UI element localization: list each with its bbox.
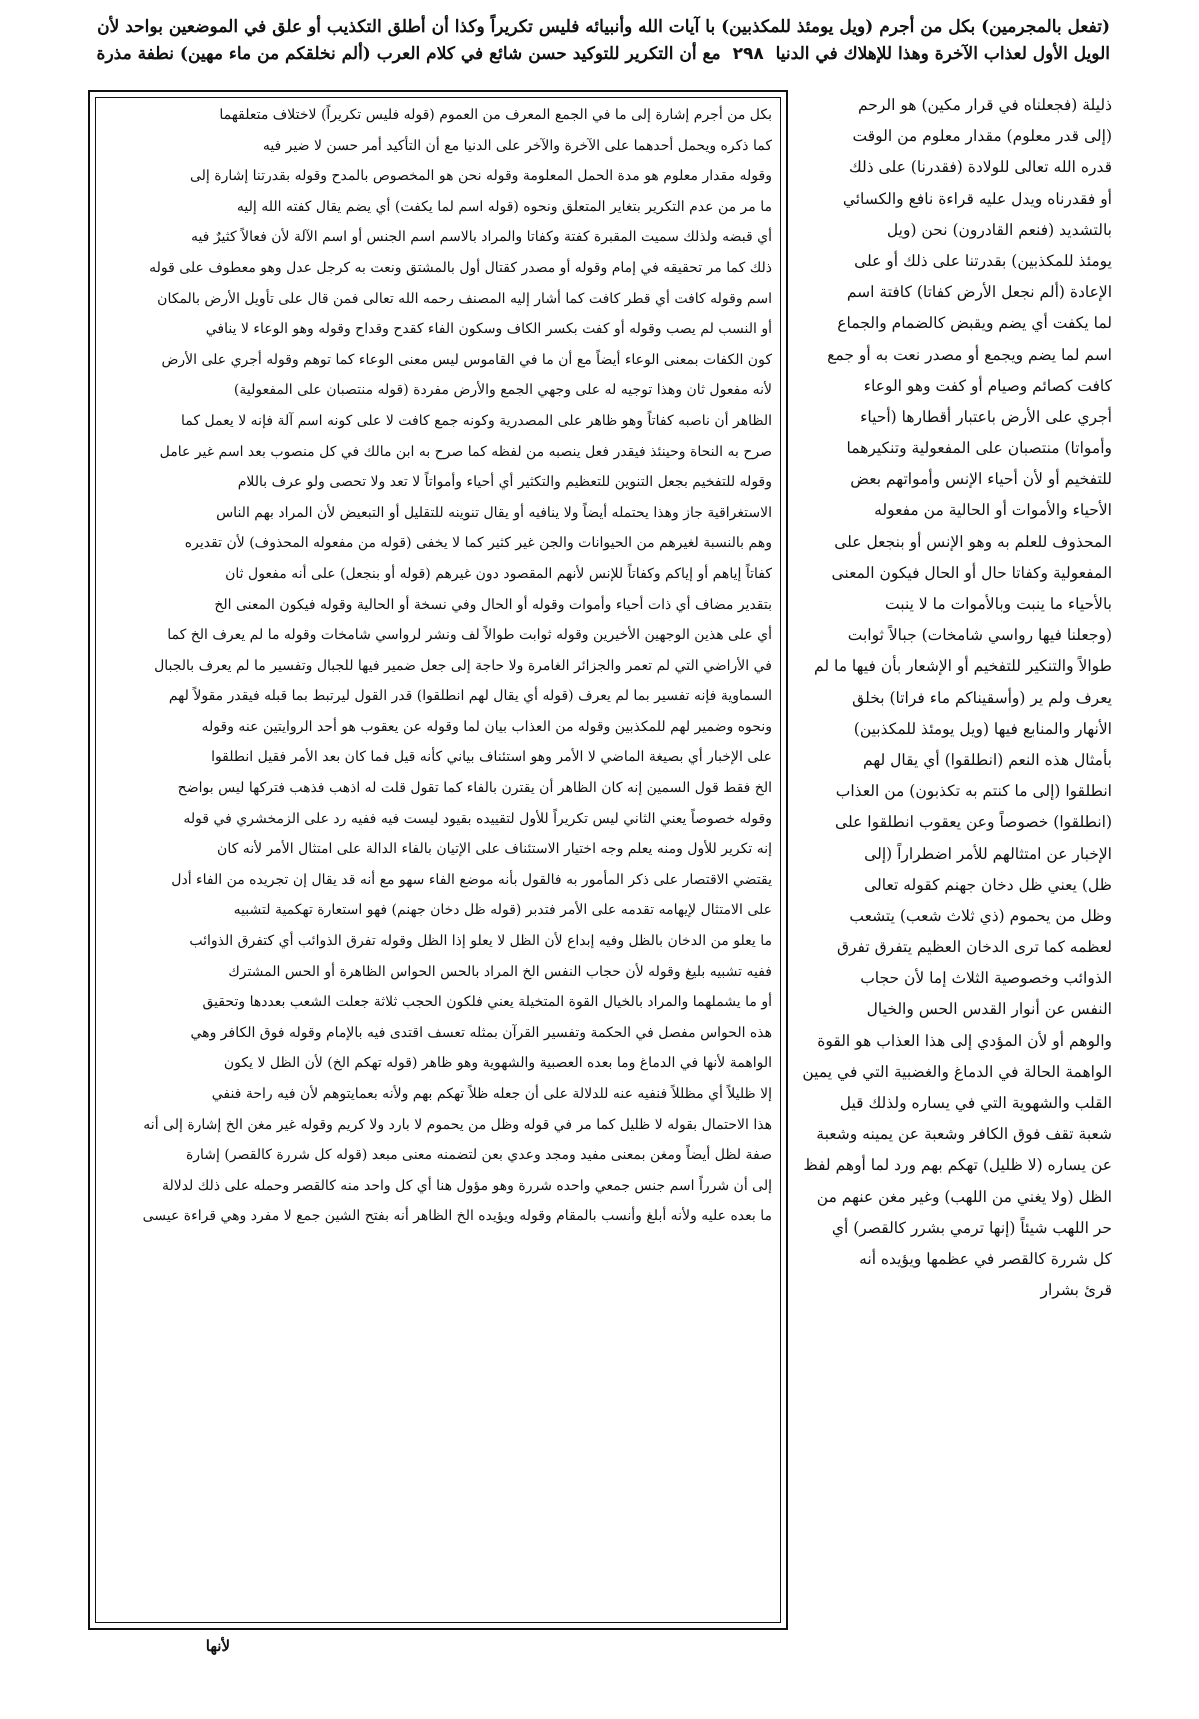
main-text-line: الإخبار عن امتثالهم للأمر اضطراراً (إلى — [864, 844, 1112, 863]
main-text-line: (انطلقوا) خصوصاً وعن يعقوب انطلقوا على — [835, 813, 1112, 832]
gloss-text-line: صفة لظل أيضاً ومغن بمعنى مفيد ومجد وعدي بعن لتضمنه معنى مبعد (قوله كل شررة كالقصر) إشارة — [185, 1147, 772, 1164]
header-text: الويل الأول لعذاب الآخرة وهذا للإهلاك في الدنيا — [775, 44, 1110, 64]
main-text-line: كافت كصائم وصيام أو كفت وهو الوعاء — [863, 376, 1112, 395]
main-text-line: قرئ بشرار — [1040, 1281, 1112, 1300]
gloss-text-line: بكل من أجرم إشارة إلى ما في الجمع المعرف من العموم (قوله فليس تكريراً) لاختلاف متعلقهما — [219, 107, 772, 123]
main-text-line: النفس عن أنوار القدس الحس والخيال — [866, 1000, 1112, 1019]
main-text-line: والوهم أو لأن المؤدي إلى هذا العذاب هو القوة — [817, 1031, 1112, 1050]
gloss-text-line: يقتضي الاقتصار على ذكر المأمور به فالقول بأنه موضع الفاء سهو مع أنه قد يقال إن تجريده من الفاء أدل — [171, 871, 772, 888]
main-text-line: كل شررة كالقصر في عظمها ويؤيده أنه — [859, 1249, 1112, 1268]
main-text-line: (إلى قدر معلوم) مقدار معلوم من الوقت — [852, 127, 1112, 146]
gloss-text-line: الاستغراقية جاز وهذا يحتمله أيضاً ولا ينافيه أو يقال تنوينه للتقليل أو التبعيض لأن المراد بهم الناس — [216, 504, 772, 521]
gloss-text-line: ونحوه وضمير لهم للمكذبين وقوله من العذاب بيان لما وقوله عن يعقوب هو أحد الروايتين عنه وقوله — [201, 718, 772, 735]
gloss-text-line: أو النسب لم يصب وقوله أو كفت بكسر الكاف وسكون الفاء كقدح وقداح وقوله وهو الوعاء لا ينافي — [205, 321, 772, 338]
gloss-text-line: أو ما يشملهما والمراد بالخيال القوة المتخيلة يعني فلكون الحجب ثلاثة جعلت الشعب بعددها وتحقيق — [202, 994, 772, 1011]
page-header — [95, 14, 1110, 68]
gloss-text-line: وقوله للتفخيم بجعل التنوين للتعظيم والتكثير أي أحياء وأمواتاً لا تعد ولا تحصى ولو عرف باللام — [237, 474, 772, 491]
gloss-text-line: كما ذكره ويحمل أحدهما على الآخرة والآخر على الدنيا مع أن التأكيد أمر حسن لا ضير فيه — [262, 137, 772, 154]
main-text-line: اسم لما يضم ويجمع أو مصدر نعت به أو جمع — [827, 345, 1112, 364]
main-text-line: الأحياء والأموات أو الحالية من مفعوله — [874, 501, 1112, 520]
gloss-text-line: وقوله مقدار معلوم هو مدة الحمل المعلومة وقوله نحن هو المخصوص بالمدح وقوله بقدرتنا إشارة إلى — [189, 168, 772, 185]
gloss-text-line: وهم بالنسبة لغيرهم من الحيوانات والجن غير كثير كما لا يخفى (قوله من مفعوله المحذوف) لأن تقديره — [184, 535, 772, 552]
gloss-text-line: إنه تكرير للأول ومنه يعلم وجه اختيار الاستئناف على الإتيان بالفاء الدالة على امتثال الأمر لأنه كان — [217, 841, 772, 858]
gloss-text-line: الظاهر أن ناصبه كفاتاً وهو ظاهر على المصدرية وكونه جمع كافت لا على كونه اسم آلة فإنه لا يعمل كما — [180, 412, 772, 429]
gloss-text-line: ما يعلو من الدخان بالظل وفيه إبداع لأن الظل لا يعلو إذا الظل وقوله تفرق الذوائب أي كتفرق الذوائب — [189, 933, 772, 950]
main-text-line: بأمثال هذه النعم (انطلقوا) أي يقال لهم — [863, 750, 1112, 769]
gloss-text-line: الخ فقط قول السمين إنه كان الظاهر أن يقترن بالفاء كما تقول قلت له اذهب فذهب فتركها ليس بواضح — [177, 780, 772, 797]
main-text-line: الواهمة الحالة في الدماغ والغضبية التي في يمين — [802, 1062, 1112, 1081]
gloss-text-line: في الأراضي التي لم تعمر والجزائر الغامرة ولا حاجة إلى جعل ضمير فيها للجبال وتفسير ما لم يعرف بالجبال — [154, 657, 772, 674]
main-text-line: لما يكفت أي يضم ويقبض كالضمام والجماع — [837, 314, 1112, 333]
main-text-line: شعبة تقف فوق الكافر وشعبة عن يمينه وشعبة — [816, 1125, 1112, 1144]
main-text-line: حر اللهب شيئاً (إنها ترمي بشرر كالقصر) أي — [831, 1218, 1112, 1237]
gloss-text-line: الواهمة لأنها في الدماغ وما بعده العصبية والشهوية وهو ظاهر (قوله تهكم الخ) لأن الظل لا يكون — [223, 1055, 772, 1072]
header-line — [95, 41, 1110, 68]
main-text-line: الذوائب وخصوصية الثلاث إما لأن حجاب — [860, 969, 1112, 988]
main-text-line: ذليلة (فجعلناه في قرار مكين) هو الرحم — [857, 96, 1112, 114]
main-text-line: قدره الله تعالى للولادة (فقدرنا) على ذلك — [848, 158, 1112, 177]
gloss-text-line: اسم وقوله كافت أي قطر كافت كما أشار إليه المصنف رحمه الله تعالى فمن قال على تأويل الأرض بالمكان — [157, 290, 772, 307]
gloss-text-line: ما بعده عليه ولأنه أبلغ وأنسب بالمقام وقوله ويؤيده الخ الظاهر أنه بفتح الشين جمع لا مفرد وهي قراءة عيسى — [142, 1208, 772, 1225]
main-text-line: المحذوف للعلم به وهو الإنس أو بنجعل على — [834, 532, 1112, 551]
gloss-text-line: أي على هذين الوجهين الأخيرين وقوله ثوابت طوالاً لف ونشر لرواسي شامخات وقوله ما لم يعرف الخ كما — [167, 627, 772, 644]
gloss-text-line: إلى أن شرراً اسم جنس جمعي واحده شررة وهو مؤول هنا أي كل واحد منه كالقصر وحمله على ذلك لدلالة — [161, 1177, 772, 1194]
gloss-text-line: السماوية فإنه تفسير بما لم يعرف (قوله أي يقال لهم انطلقوا) قدر القول ليرتبط بما قبله فيقدر مقولاً لهم — [168, 688, 772, 705]
gloss-text-line: لأنه مفعول ثان وهذا توجيه له على وجهي الجمع والأرض مفردة (قوله منتصبان على المفعولية) — [233, 382, 772, 399]
gloss-text-line: ففيه تشبيه بليغ وقوله لأن حجاب النفس الخ المراد بالحس الحواس الظاهرة أو الحس المشترك — [228, 963, 772, 980]
main-text-line: وظل من يحموم (ذي ثلاث شعب) يتشعب — [849, 906, 1112, 925]
gloss-text-line: وقوله خصوصاً يعني الثاني ليس تكريراً للأول لتقييده بقيود ليست فيه ففيه رد على الزمخشري في قوله — [183, 810, 772, 827]
main-text-line: بالتشديد (فنعم القادرون) نحن (ويل — [886, 220, 1112, 239]
gloss-text-line: أي قبضه ولذلك سميت المقبرة كفتة وكفاتا والمراد بالاسم اسم الجنس أو اسم الآلة لأن فعالاً كثيرٌ فيه — [190, 229, 772, 246]
gloss-text-line: صرح به النحاة وحينئذ فيقدر فعل ينصبه من لفظه كما صرح به ابن مالك في كل منصوب بعد اسم غير عامل — [159, 443, 772, 460]
gloss-text-line: هذه الحواس مفصل في الحكمة وتفسير القرآن بمثله تعسف اقتدى فيه بالإمام وقوله فوق الكافر وهي — [190, 1024, 772, 1041]
main-text-line: أو فقدرناه ويدل عليه قراءة نافع والكسائي — [842, 189, 1112, 208]
main-text-line: وأمواتا) منتصبان على المفعولية وتنكيرهما — [846, 439, 1112, 458]
main-text-line: الأنهار والمنابع فيها (ويل يومئذ للمكذبين) — [853, 719, 1112, 738]
gloss-text-line: على الإخبار أي بصيغة الماضي لا الأمر وهو استئناف بياني كأنه قيل فما كان بعد الأمر فقيل انطلقوا — [211, 749, 772, 766]
gloss-text-line: على الامتثال لإيهامه تقدمه على الأمر فتدبر (قوله ظل دخان جهنم) فهو استعارة تهكمية لتشبيه — [233, 902, 772, 919]
gloss-text-line: ذلك كما مر تحقيقه في إمام وقوله أو مصدر كقتال أول بالمشتق ونعت به كرجل عدل وهو معطوف على قوله — [149, 259, 772, 276]
main-text-line: انطلقوا (إلى ما كنتم به تكذبون) من العذاب — [835, 782, 1112, 801]
main-text-line: أجري على الأرض باعتبار أقطارها (أحياء — [860, 407, 1112, 426]
gloss-text — [104, 100, 772, 1620]
header-text: مع أن التكرير للتوكيد حسن شائع في كلام العرب (ألم نخلقكم من ماء مهين) نطفة مذرة — [96, 44, 721, 64]
main-text-line: عن يساره (لا ظليل) تهكم بهم ورد لما أوهم لفظ — [803, 1156, 1112, 1175]
main-text-line: يعرف ولم ير (وأسقيناكم ماء فراتا) بخلق — [852, 688, 1112, 707]
catchword: لأنها — [205, 1637, 230, 1655]
gloss-text-line: إلا ظليلاً أي مظللاً فنفيه عنه للدلالة على أن جعله ظلاً تهكم بهم ولأنه بعمايتوهم لأن فيه راحة فنفي — [211, 1086, 772, 1102]
main-text-line: الظل (ولا يغني من اللهب) وغير مغن عنهم من — [816, 1187, 1112, 1206]
main-text-line: الإعادة (ألم نجعل الأرض كفاتا) كافتة اسم — [846, 283, 1112, 302]
main-text-line: طوالاً والتنكير للتفخيم أو الإشعار بأن فيها ما لم — [814, 657, 1112, 676]
gloss-text-line: هذا الاحتمال بقوله لا ظليل كما مر في قوله وظل من يحموم لا بارد ولا كريم وقوله غير مغن الخ إشارة إلى أنه — [143, 1116, 772, 1133]
main-text-line: لعظمه كما ترى الدخان العظيم يتفرق تفرق — [836, 938, 1112, 957]
gloss-text-line: كفاتاً إياهم أو إياكم وكفاتاً للإنس لأنهم المقصود دون غيرهم (قوله أو بنجعل) على أنه مفعول ثان — [225, 565, 772, 582]
main-commentary-text — [800, 90, 1112, 1306]
gloss-text-line: ما مر من عدم التكرير بتغاير المتعلق ونحوه (قوله اسم لما يكفت) أي يضم يقال كفته الله إليه — [236, 198, 772, 215]
gloss-text-line: بتقدير مضاف أي ذات أحياء وأموات وقوله أو الحال وفي نسخة أو الحالية وقوله فيكون المعنى الخ — [214, 596, 772, 613]
main-text-line: بالأحياء ما ينبت وبالأموات ما لا ينبت — [885, 595, 1112, 613]
main-text-line: (وجعلنا فيها رواسي شامخات) جبالاً ثوابت — [847, 626, 1112, 645]
main-text-line: للتفخيم أو لأن أحياء الإنس وأمواتهم بعض — [850, 470, 1112, 489]
main-text-line: القلب والشهوية التي في يساره ولذلك قيل — [839, 1094, 1112, 1112]
header-line: (تفعل بالمجرمين) بكل من أجرم (ويل يومئذ للمكذبين) با آيات الله وأنبيائه فليس تكريراً وكذا أن أطلق التكذيب أو علق في الموضعين بواحد لأن — [97, 17, 1110, 37]
page-number: ٢٩٨ — [732, 44, 764, 64]
gloss-text-line: كون الكفات بمعنى الوعاء أيضاً مع أن ما في القاموس ليس معنى الوعاء كما توهم وقوله أجري على الأرض — [161, 351, 772, 368]
main-text-line: يومئذ للمكذبين) بقدرتنا على ذلك أو على — [854, 251, 1112, 270]
main-text-line: المفعولية وكفاتا حال أو الحال فيكون المعنى — [831, 563, 1112, 582]
main-text-line: ظل) يعني ظل دخان جهنم كقوله تعالى — [864, 875, 1112, 894]
gloss-frame — [88, 90, 788, 1630]
